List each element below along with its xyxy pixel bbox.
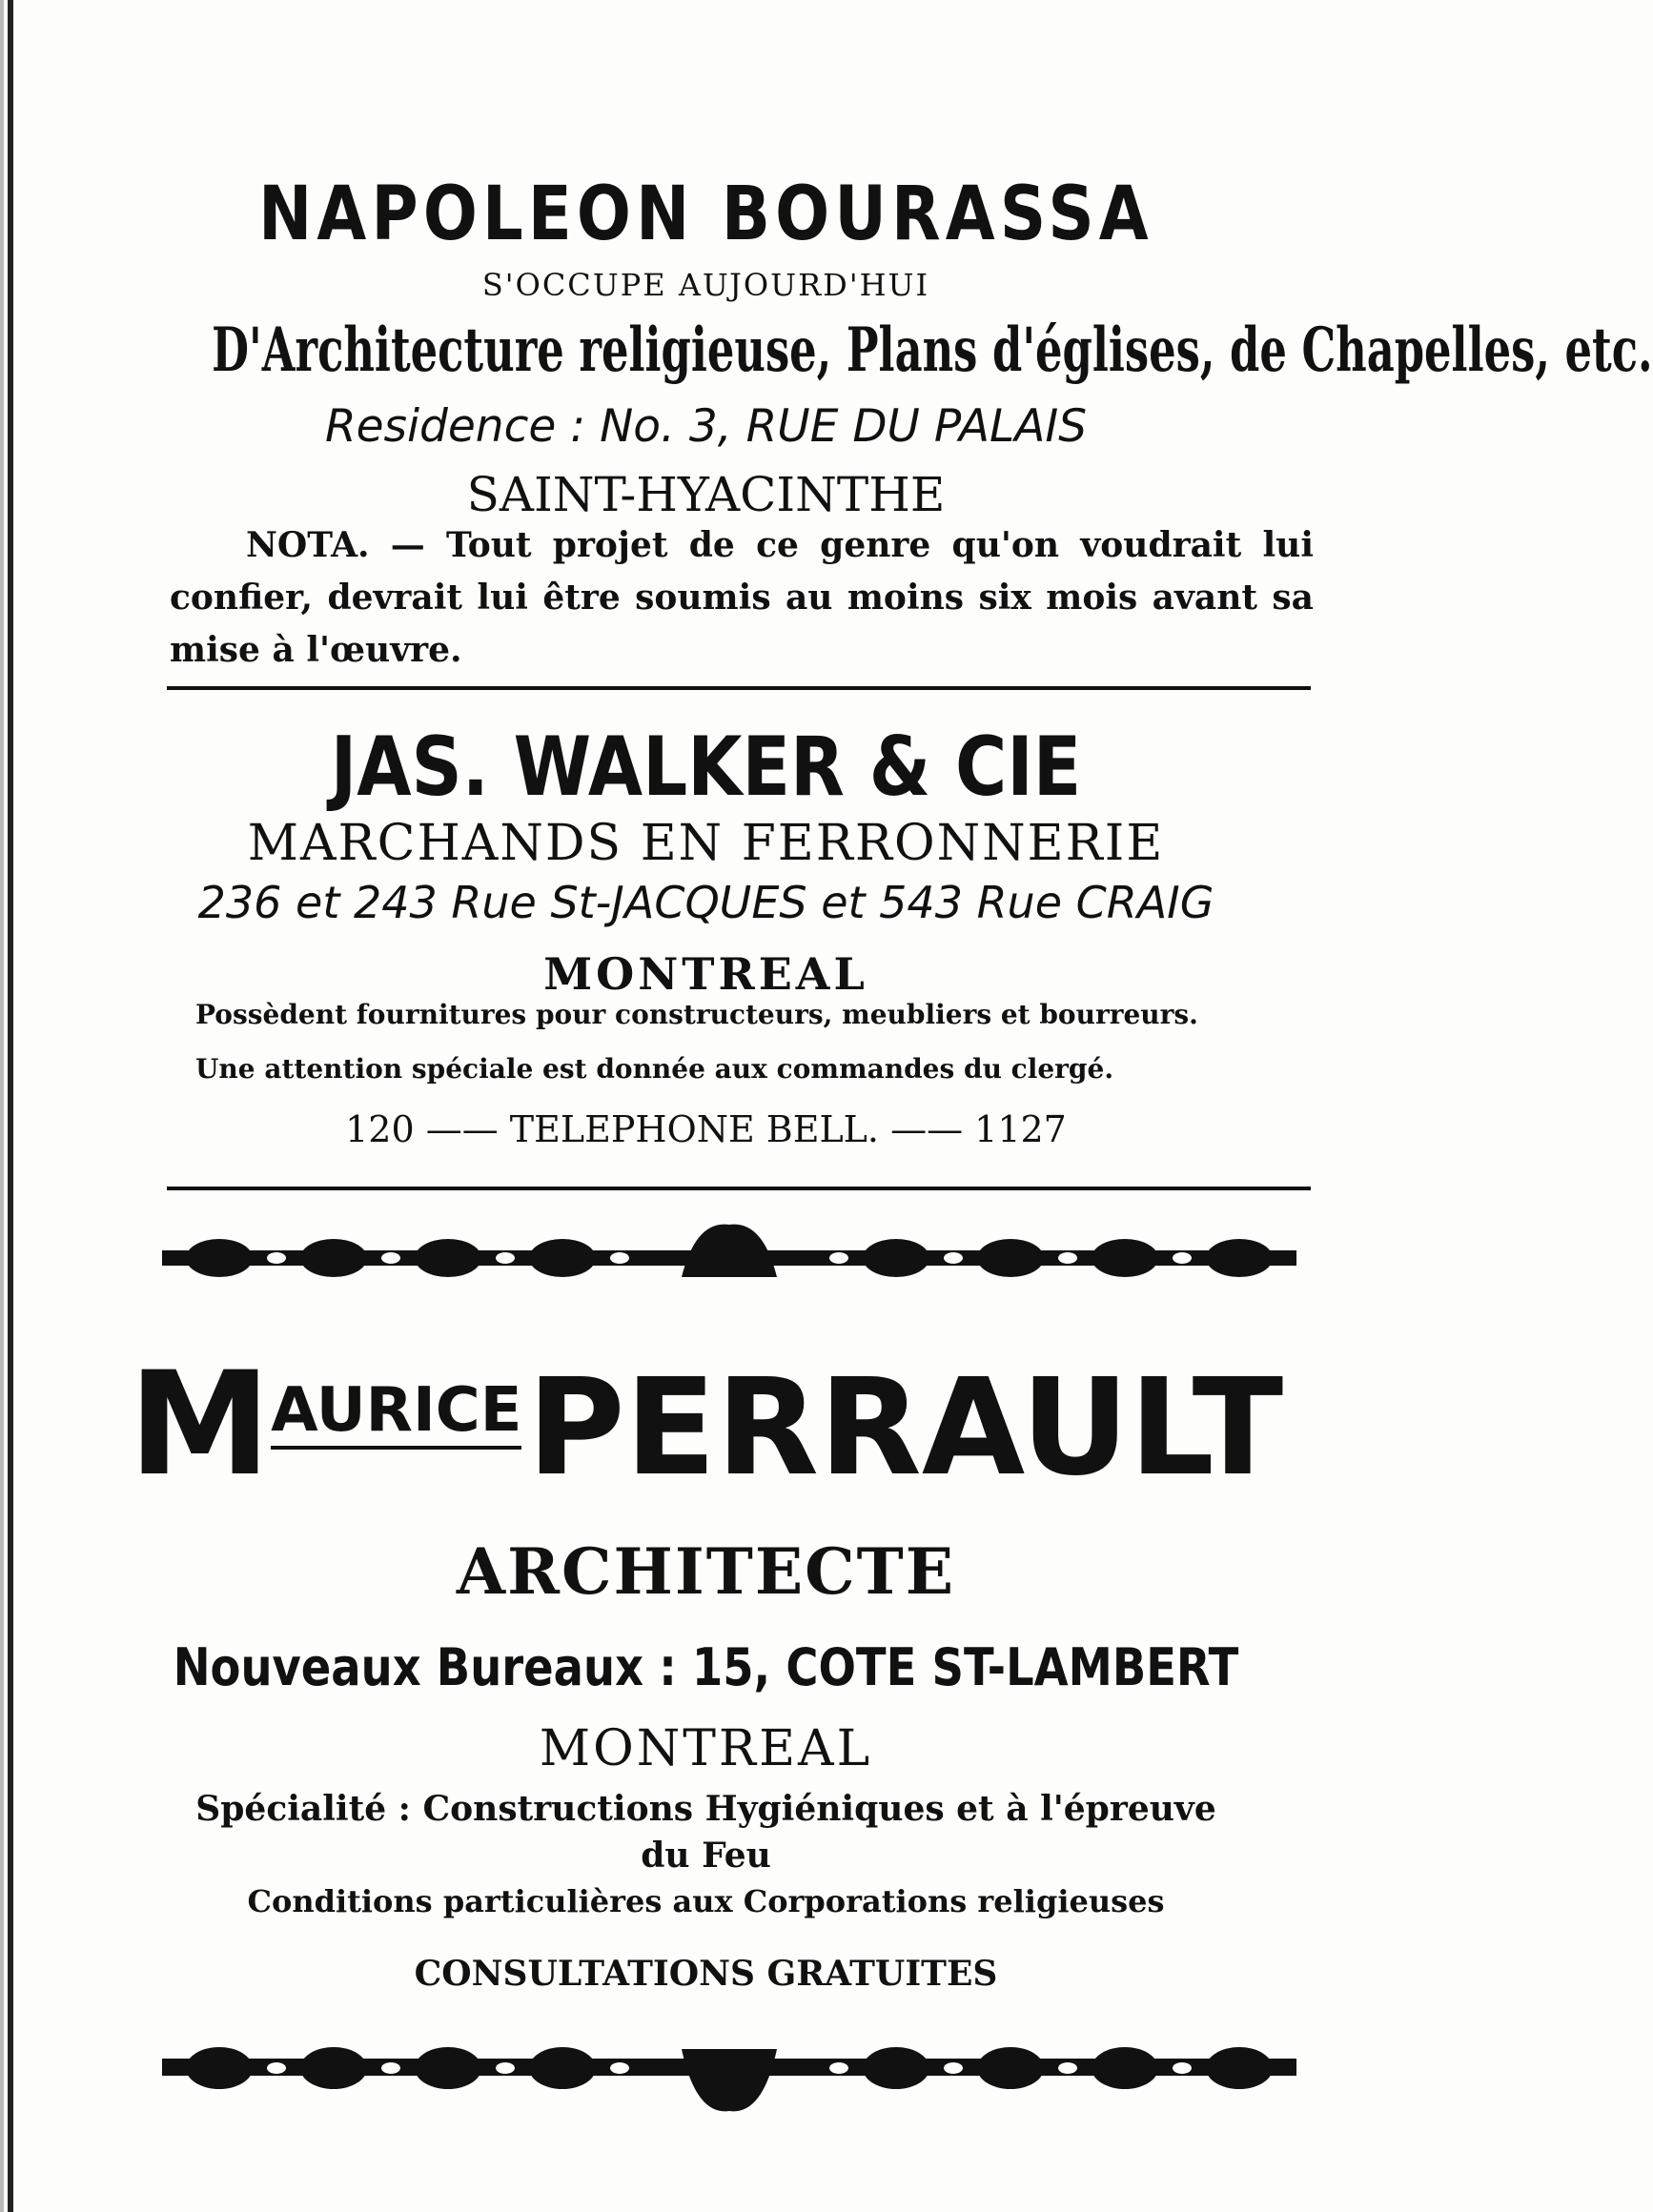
ad3-name [0, 1342, 1412, 1508]
page-binding-edge [8, 0, 13, 2212]
ad3-city: MONTREAL [539, 1720, 873, 1777]
ad3-specialite-cont: du Feu [641, 1836, 771, 1876]
ad1-residence: Residence : No. 3, RUE DU PALAIS [324, 400, 1088, 453]
ad3-profession: ARCHITECTE [456, 1534, 956, 1609]
ornamental-border-bottom [162, 2030, 1296, 2116]
ad1-specialty: D'Architecture religieuse, Plans d'églises, de Chapelles, etc. [212, 315, 1653, 386]
ad1-nota [170, 519, 1314, 677]
ad3-bureaux: Nouveaux Bureaux : 15, COTE ST-LAMBERT [173, 1637, 1239, 1697]
ad3-last-name: PERRAULT [527, 1350, 1284, 1506]
ad2-trade: MARCHANDS EN FERRONNERIE [247, 815, 1165, 872]
ad3-first-rest: AURICE [271, 1375, 521, 1450]
ad2-city: MONTREAL [543, 948, 868, 1000]
page-edge-shadow [0, 0, 4, 2212]
ad3-conditions: Conditions particulières aux Corporations religieuses [247, 1883, 1165, 1919]
ad1-nota-text: NOTA. — Tout projet de ce genre qu'on voudrait lui confier, devrait lui être soumis au moins six mois avant sa mise à l'œuvre. [170, 525, 1314, 670]
ad3-consultations: CONSULTATIONS GRATUITES [414, 1954, 998, 1994]
ad2-address: 236 et 243 Rue St-JACQUES et 543 Rue CRAIG [197, 877, 1214, 928]
ad1-name: NAPOLEON BOURASSA [258, 172, 1153, 257]
ornamental-border-top [162, 1220, 1296, 1306]
divider-2 [167, 1187, 1311, 1190]
ad1-occupe: S'OCCUPE AUJOURD'HUI [481, 267, 930, 303]
ad2-telephone: 120 —— TELEPHONE BELL. —— 1127 [345, 1108, 1067, 1150]
divider-1 [167, 686, 1311, 690]
ad2-name: JAS. WALKER & CIE [330, 720, 1082, 815]
ad2-line1: Possèdent fournitures pour constructeurs, meubliers et bourreurs. [195, 999, 1198, 1030]
ad2-line2: Une attention spéciale est donnée aux commandes du clergé. [195, 1053, 1114, 1085]
ad3-specialite: Spécialité : Constructions Hygiéniques et à l'épreuve [195, 1789, 1216, 1829]
ad1-city: SAINT-HYACINTHE [466, 467, 946, 522]
ad3-first-initial: M [128, 1342, 272, 1508]
